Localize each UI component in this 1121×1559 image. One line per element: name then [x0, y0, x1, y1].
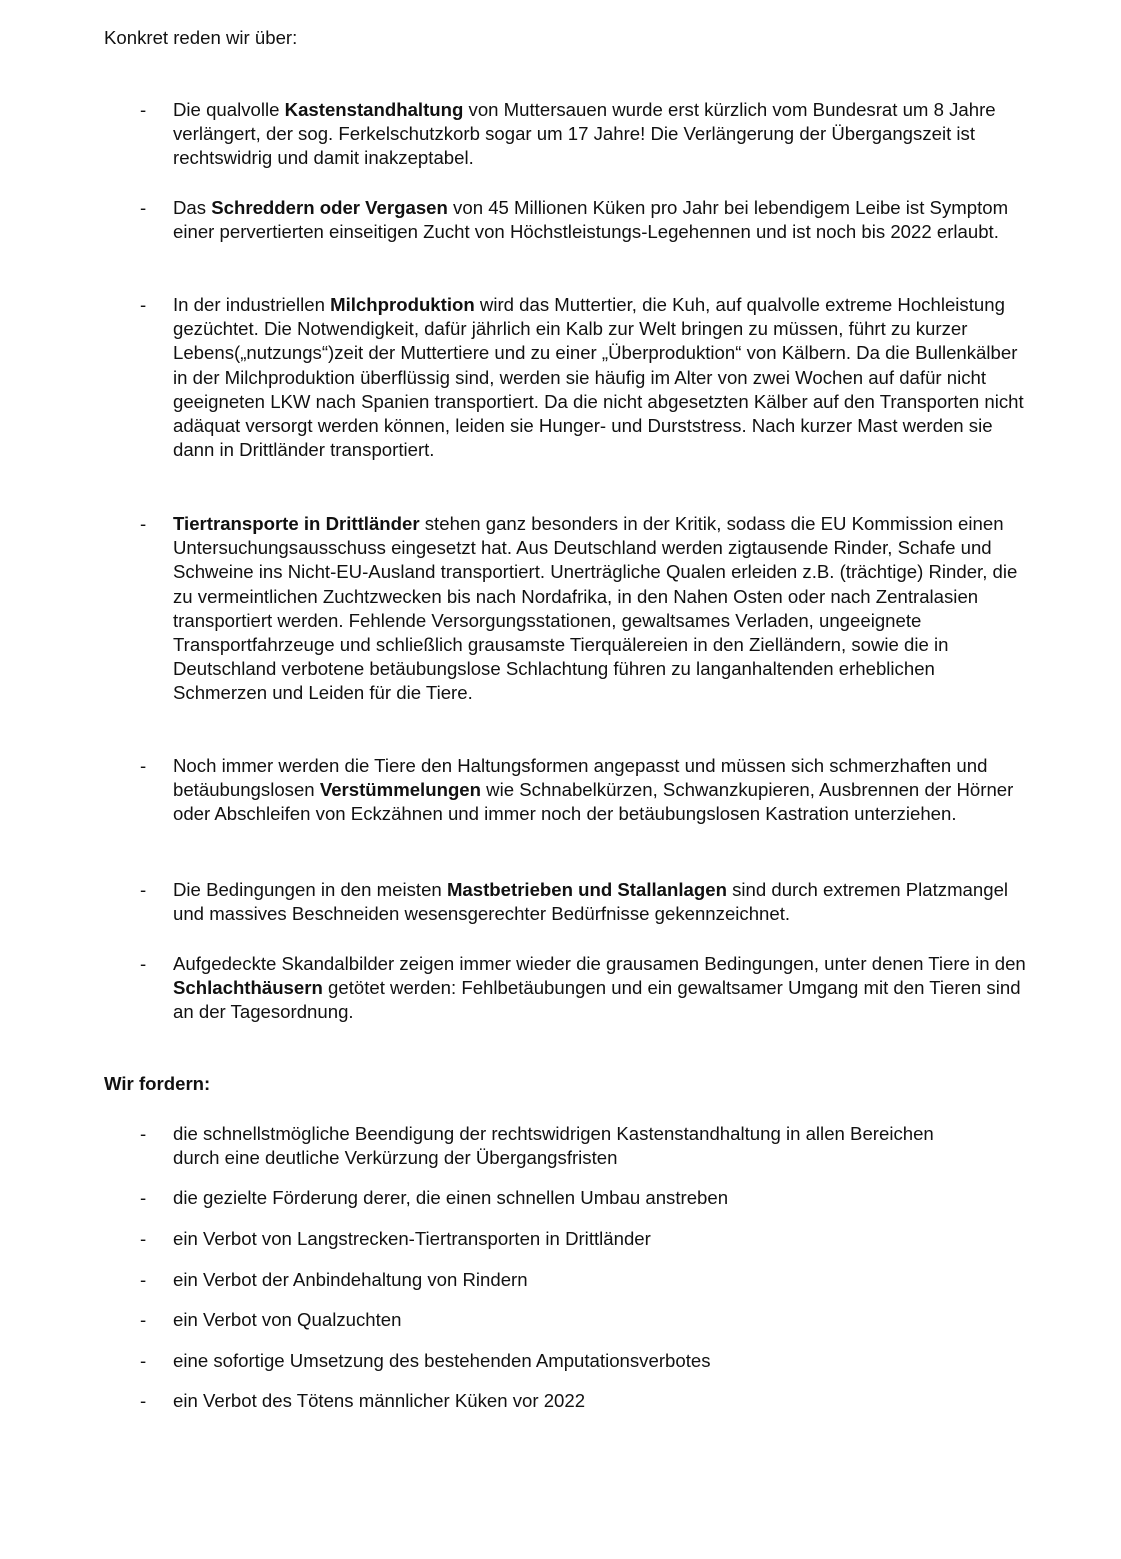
issue-keyword: Schlachthäusern — [173, 977, 323, 999]
issue-item: - Noch immer werden die Tiere den Haltungsformen angepasst und müssen sich schmerzhaften und betäubungslosen Verstümmelungen wie Schnabelkürzen, Schwanzkupieren, Ausbrennen der Hörner oder Abschleifen von Eckzähnen und immer noch der betäubungslosen Kastration unterziehen. — [140, 755, 1014, 825]
issue-item: - Das Schreddern oder Vergasen von 45 Millionen Küken pro Jahr bei lebendigem Leibe ist Symptom einer pervertierten einseitigen Zucht von Höchstleistungs-Legehennen und ist noch bis 2022 erlaubt. — [140, 197, 1009, 243]
demand-item: - ein Verbot des Tötens männlicher Küken vor 2022 — [173, 1389, 1033, 1413]
issue-keyword: Verstümmelungen — [319, 779, 482, 801]
demand-item: - die gezielte Förderung derer, die einen schnellen Umbau anstreben — [173, 1186, 1033, 1210]
bullet-dash: - — [140, 1228, 147, 1249]
bullet-dash: - — [140, 1309, 147, 1330]
demands-heading: Wir fordern: — [104, 1073, 211, 1094]
issue-item: - Die qualvolle Kastenstandhaltung von Muttersauen wurde erst kürzlich vom Bundesrat um 8 Jahre verlängert, der sog. Ferkelschutzkorb sogar um 17 Jahre! Die Verlängerung der Übergangszeit ist rechtswidrig und damit inakzeptabel. — [140, 99, 996, 169]
demand-item: - ein Verbot der Anbindehaltung von Rindern — [173, 1268, 1033, 1292]
bullet-dash: - — [140, 99, 147, 120]
bullet-dash: - — [140, 1123, 147, 1144]
bullet-dash: - — [140, 1390, 147, 1411]
bullet-dash: - — [140, 1350, 147, 1371]
issue-item: - Tiertransporte in Drittländer stehen ganz besonders in der Kritik, sodass die EU Kommission einen Untersuchungsausschuss eingesetzt hat. Aus Deutschland werden zigtausende Rinder, Schafe und Schweine ins Nicht-EU-Ausland transportiert. Unerträgliche Qualen erleiden z.B. (trächtige) Rinder, die zu vermeintlichen Zuchtzwecken bis nach Nordafrika, in den Nahen Osten oder nach Zentralasien transportiert werden. Fehlende Versorgungsstationen, gewaltsames Verladen, ungeeignete Transportfahrzeuge und schließlich grausamste Tierquälereien in den Zielländern, sowie die in Deutschland verbotene betäubungslose Schlachtung führen zu langanhaltenden erheblichen Schmerzen und Leiden für die Tiere. — [140, 513, 1018, 704]
bullet-dash: - — [140, 755, 147, 776]
issue-keyword: Kastenstandhaltung — [284, 99, 464, 120]
issue-item: - Aufgedeckte Skandalbilder zeigen immer wieder die grausamen Bedingungen, unter denen Tiere in den Schlachthäusern getötet werden: Fehlbetäubungen und ein gewaltsamer Umgang mit den Tieren sind an der Tagesordnung. — [140, 953, 1026, 1023]
bullet-dash: - — [140, 953, 147, 974]
issue-keyword: Milchproduktion — [330, 294, 475, 315]
demand-item: - die schnellstmögliche Beendigung der rechtswidrigen Kastenstandhaltung in allen Bereichen durch eine deutliche Verkürzung der Übergangsfristen — [140, 1123, 934, 1169]
bullet-dash: - — [140, 1269, 147, 1290]
demand-item: - ein Verbot von Qualzuchten — [173, 1308, 1033, 1332]
bullet-dash: - — [140, 294, 147, 315]
demand-item: - ein Verbot von Langstrecken-Tiertransporten in Drittländer — [173, 1227, 1033, 1251]
issue-keyword: Tiertransporte in Drittländer — [173, 513, 420, 534]
issue-keyword: Schreddern oder Vergasen — [211, 197, 448, 218]
issue-item: - Die Bedingungen in den meisten Mastbetrieben und Stallanlagen sind durch extremen Platzmangel und massives Beschneiden wesensgerechter Bedürfnisse gekennzeichnet. — [140, 879, 1009, 925]
bullet-dash: - — [140, 1187, 147, 1208]
demand-item: - eine sofortige Umsetzung des bestehenden Amputationsverbotes — [173, 1349, 1033, 1373]
issue-item: - In der industriellen Milchproduktion wird das Muttertier, die Kuh, auf qualvolle extreme Hochleistung gezüchtet. Die Notwendigkeit, dafür jährlich ein Kalb zur Welt bringen zu müssen, führt zu kurzer Lebens(„nutzungs“)zeit der Muttertiere und zu einer „Überproduktion“ von Kälbern. Da die Bullenkälber in der Milchproduktion überflüssig sind, werden sie häufig im Alter von zwei Wochen auf dafür nicht geeigneten LKW nach Spanien transportiert. Da die nicht abgesetzten Kälber auf den Transporten nicht adäquat versorgt werden können, leiden sie Hunger- und Durststress. Nach kurzer Mast werden sie dann in Drittländer transportiert. — [140, 294, 1024, 461]
issue-keyword: Mastbetrieben und Stallanlagen — [446, 879, 727, 900]
bullet-dash: - — [140, 197, 147, 218]
bullet-dash: - — [140, 879, 147, 900]
intro-text: Konkret reden wir über: — [104, 27, 298, 48]
bullet-dash: - — [140, 513, 147, 534]
